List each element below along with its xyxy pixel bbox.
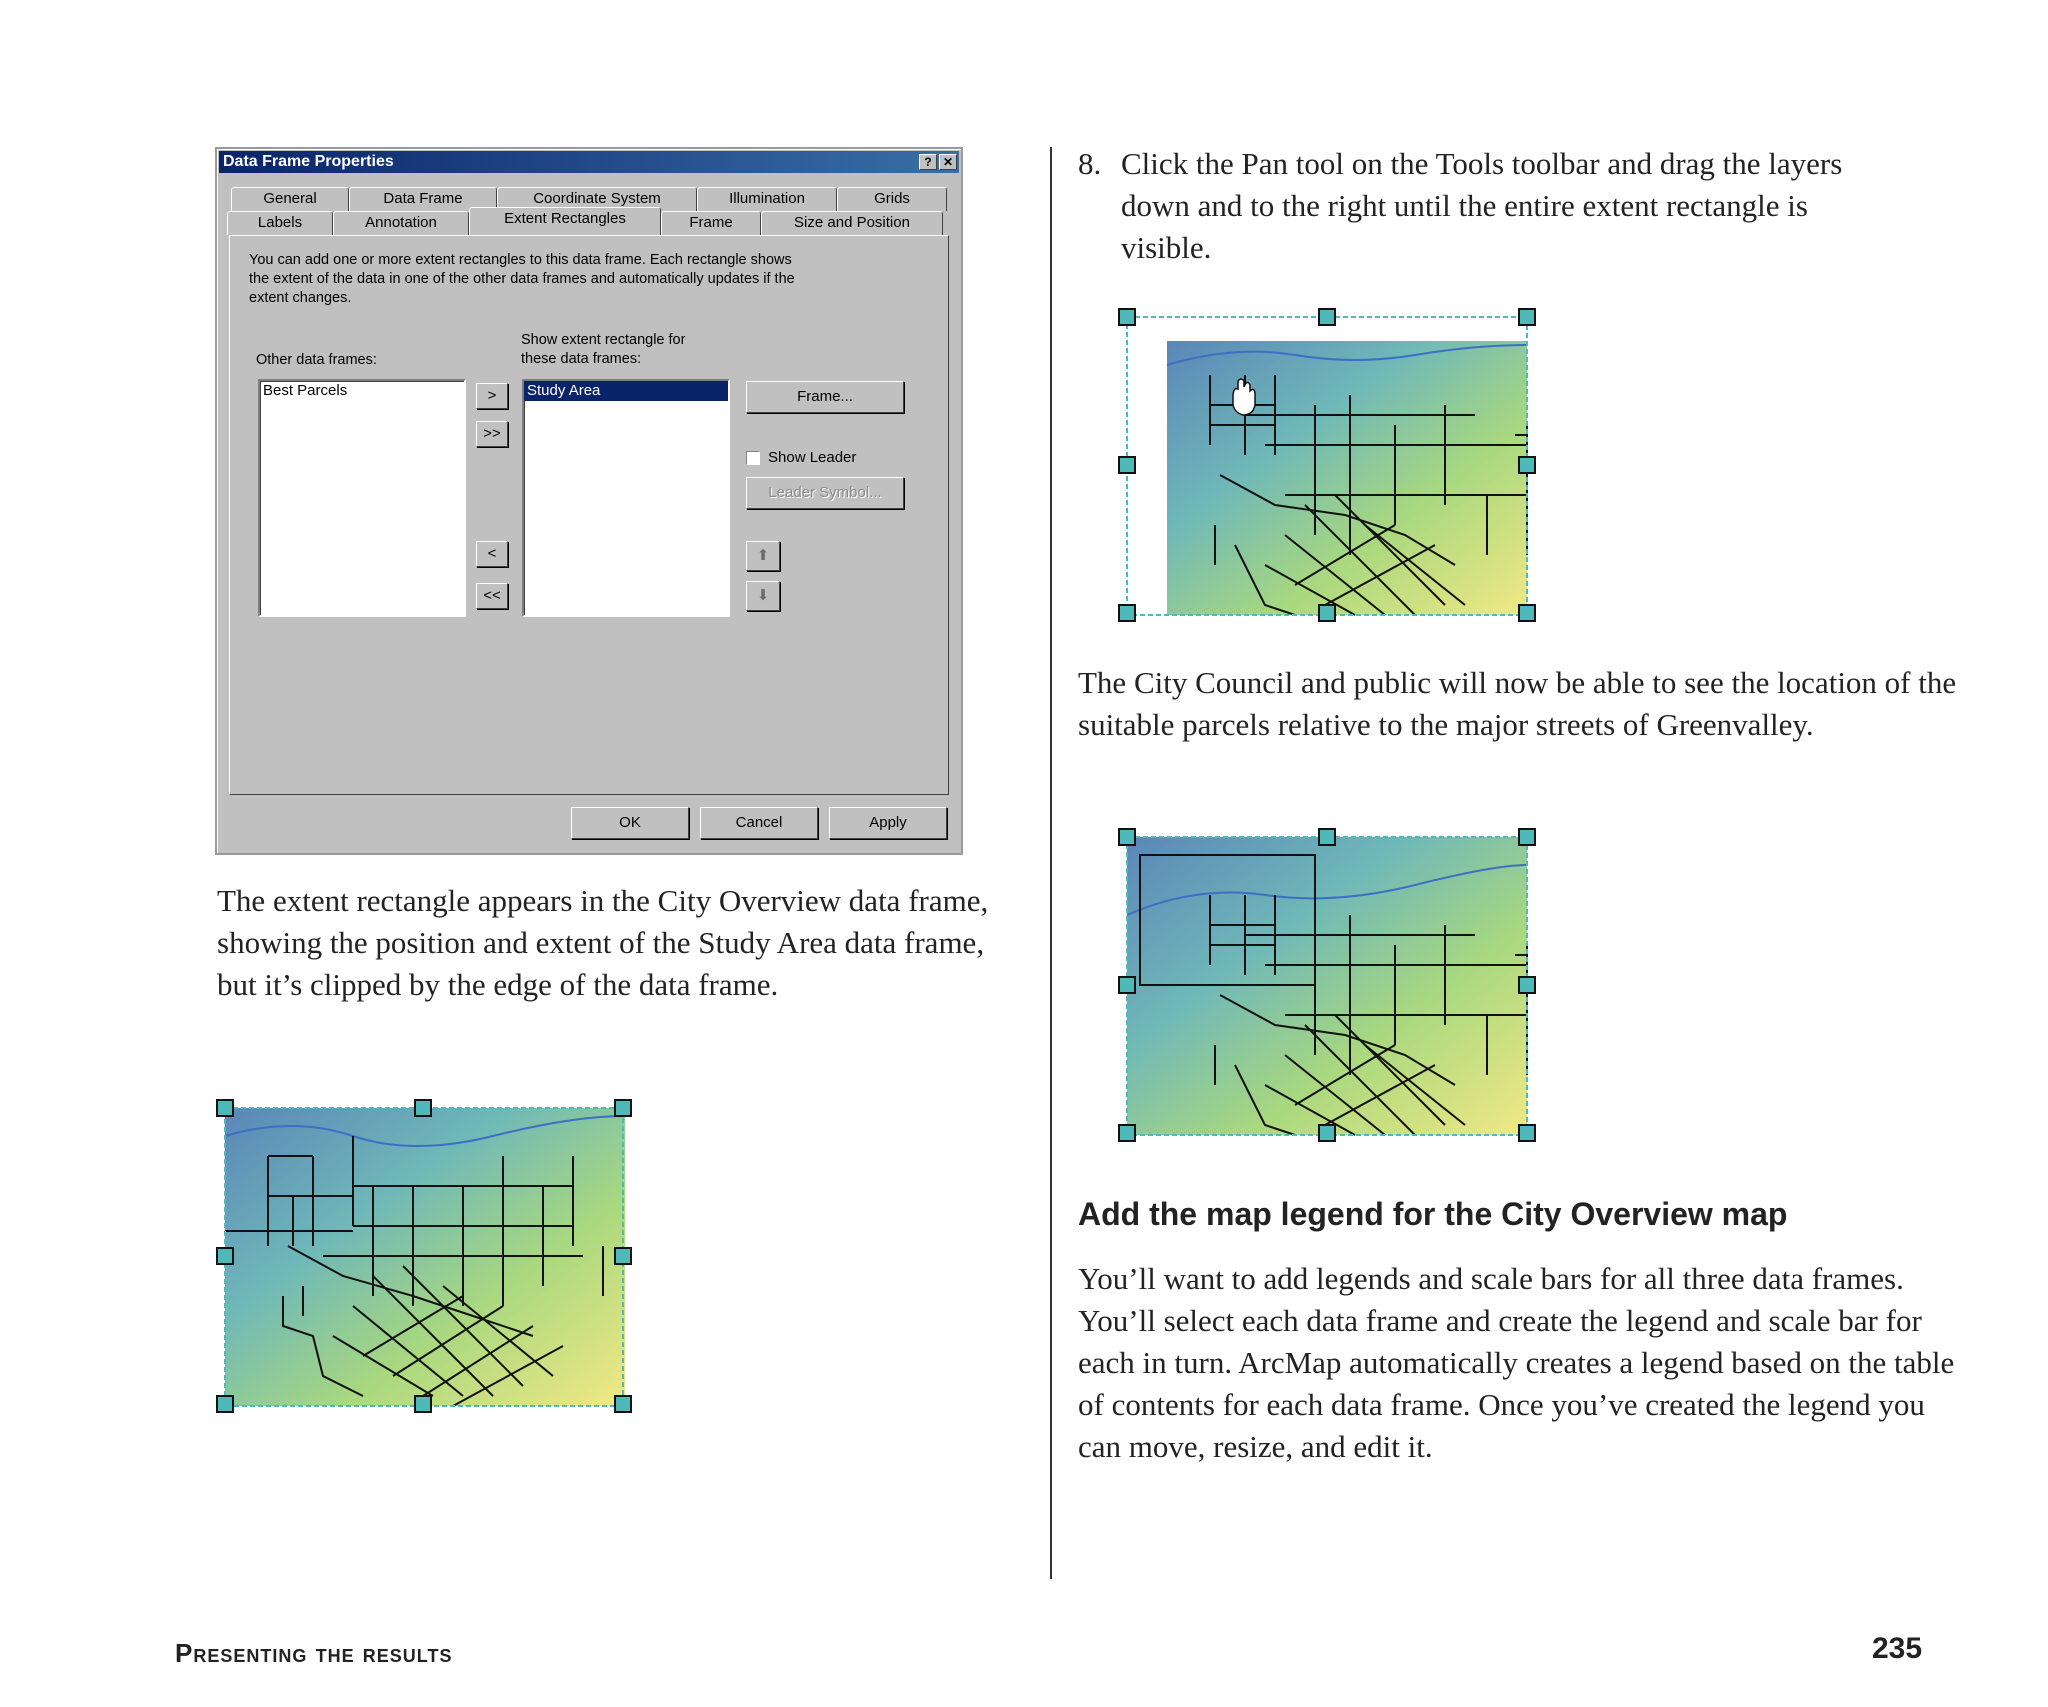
ok-button[interactable]: OK bbox=[571, 807, 689, 839]
show-extent-label-line: Show extent rectangle for bbox=[521, 332, 686, 348]
step-number: 8. bbox=[1078, 146, 1102, 181]
tab-grids[interactable]: Grids bbox=[837, 187, 947, 211]
move-down-icon[interactable]: ⬇ bbox=[746, 581, 780, 611]
tab-general[interactable]: General bbox=[231, 187, 349, 211]
step-text: Click the Pan tool on the Tools toolbar and drag the layers down and to the right until the entire extent rectangle is visible. bbox=[1121, 146, 1843, 265]
show-extent-label-line: these data frames: bbox=[521, 351, 642, 367]
selection-handles bbox=[1115, 825, 1545, 1145]
list-item[interactable]: Study Area bbox=[524, 381, 728, 401]
selection-handles bbox=[213, 1096, 633, 1416]
close-icon[interactable]: ✕ bbox=[939, 154, 957, 170]
city-council-paragraph: The City Council and public will now be able to see the location of the suitable parcels relative to the major streets of Greenvalley. bbox=[1078, 665, 1957, 742]
extent-rectangle-paragraph: The extent rectangle appears in the City Overview data frame, showing the position and extent of the Study Area data frame, but it’s clipped by the edge of the data frame. bbox=[217, 883, 989, 1002]
tab-frame[interactable]: Frame bbox=[661, 211, 761, 235]
shown-frames-list[interactable] bbox=[522, 379, 730, 617]
tab-annotation[interactable]: Annotation bbox=[333, 211, 469, 235]
section-heading: Add the map legend for the City Overview map bbox=[1078, 1196, 1788, 1232]
tab-data-frame[interactable]: Data Frame bbox=[349, 187, 497, 211]
description-line: the extent of the data in one of the other data frames and automatically updates if the bbox=[249, 271, 795, 287]
footer-section-title: Presenting the results bbox=[175, 1638, 453, 1668]
move-up-icon[interactable]: ⬆ bbox=[746, 541, 780, 571]
tab-labels[interactable]: Labels bbox=[227, 211, 333, 235]
city-overview-map-full-extent[interactable] bbox=[1115, 825, 1545, 1150]
city-overview-map-clipped[interactable] bbox=[213, 1096, 633, 1421]
tab-coordinate-system[interactable]: Coordinate System bbox=[497, 187, 697, 211]
dialog-description bbox=[249, 251, 795, 308]
other-frames-label: Other data frames: bbox=[256, 352, 377, 368]
move-left-button[interactable]: < bbox=[476, 541, 508, 567]
step-8 bbox=[1078, 143, 1958, 269]
apply-button[interactable]: Apply bbox=[829, 807, 947, 839]
tab-size-and-position[interactable]: Size and Position bbox=[761, 211, 943, 235]
dialog-title-bar[interactable] bbox=[219, 151, 959, 173]
leader-symbol-button[interactable]: Leader Symbol... bbox=[746, 477, 904, 509]
column-divider bbox=[1050, 147, 1052, 1579]
tab-extent-rectangles[interactable]: Extent Rectangles bbox=[469, 207, 661, 235]
show-leader-checkbox[interactable] bbox=[746, 451, 760, 465]
help-button[interactable]: ? bbox=[919, 154, 937, 170]
legend-paragraph: You’ll want to add legends and scale bars for all three data frames. You’ll select each data frame and create the legend and scale bar for each in turn. ArcMap automatically creates a legend based on the table of contents for each data frame. Once you’ve created the legend you can move, resize, and edit it. bbox=[1078, 1261, 1955, 1464]
cancel-button[interactable]: Cancel bbox=[700, 807, 818, 839]
move-right-button[interactable]: > bbox=[476, 383, 508, 409]
data-frame-properties-dialog bbox=[215, 147, 963, 855]
city-overview-map-panned[interactable] bbox=[1115, 305, 1545, 630]
frame-button[interactable]: Frame... bbox=[746, 381, 904, 413]
page-number: 235 bbox=[1872, 1632, 1923, 1665]
dialog-title: Data Frame Properties bbox=[223, 153, 394, 170]
tab-illumination[interactable]: Illumination bbox=[697, 187, 837, 211]
move-all-right-button[interactable]: >> bbox=[476, 421, 508, 447]
description-line: You can add one or more extent rectangles to this data frame. Each rectangle shows bbox=[249, 252, 792, 268]
other-frames-list[interactable] bbox=[258, 379, 466, 617]
list-item[interactable]: Best Parcels bbox=[263, 382, 348, 399]
selection-handles bbox=[1115, 305, 1545, 625]
show-leader-label: Show Leader bbox=[768, 449, 857, 466]
show-extent-label bbox=[521, 331, 685, 369]
move-all-left-button[interactable]: << bbox=[476, 583, 508, 609]
description-line: extent changes. bbox=[249, 290, 352, 306]
